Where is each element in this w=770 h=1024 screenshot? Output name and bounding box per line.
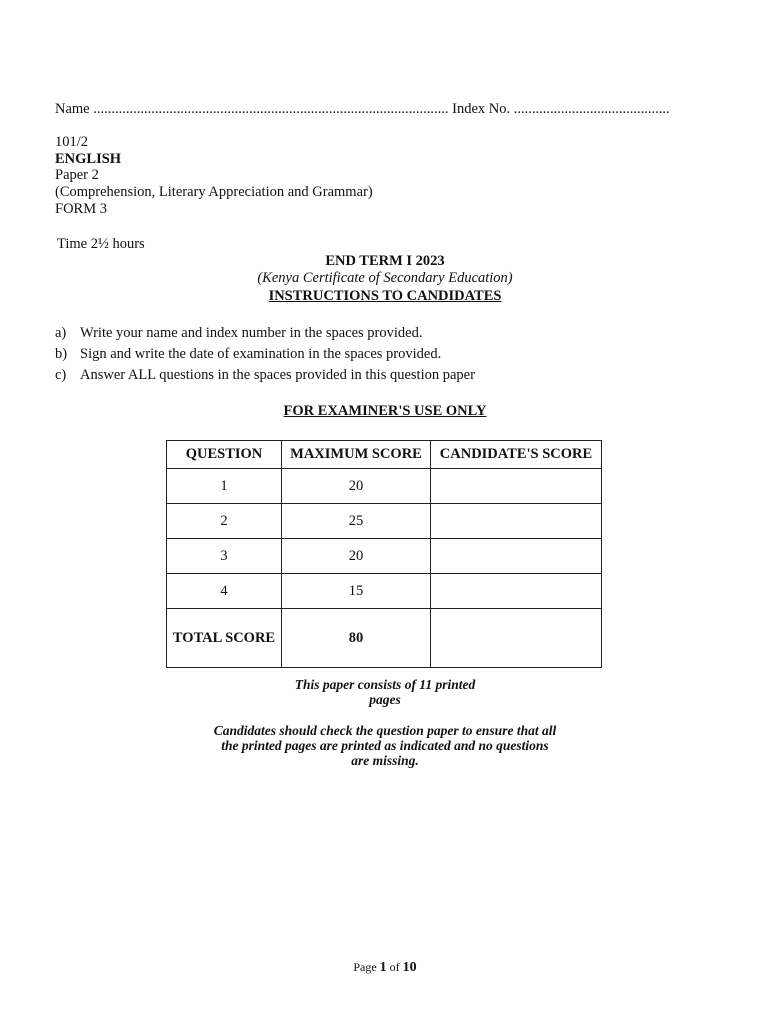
instruction-marker: a) bbox=[55, 325, 67, 341]
question-number: 1 bbox=[167, 469, 282, 504]
table-row bbox=[167, 539, 602, 574]
certificate-title: (Kenya Certificate of Secondary Education) bbox=[257, 270, 513, 286]
max-score: 20 bbox=[282, 469, 431, 504]
table-row bbox=[167, 469, 602, 504]
instructions-heading-text: INSTRUCTIONS TO CANDIDATES bbox=[268, 288, 502, 304]
paper-code: 101/2 bbox=[55, 134, 89, 150]
column-header-question: QUESTION bbox=[167, 441, 282, 469]
total-score-label: TOTAL SCORE bbox=[167, 609, 282, 668]
table-row bbox=[167, 574, 602, 609]
table-row bbox=[167, 504, 602, 539]
of-word: of bbox=[389, 960, 400, 974]
score-table-header-row bbox=[167, 441, 602, 469]
question-number: 2 bbox=[167, 504, 282, 539]
instruction-item bbox=[55, 325, 422, 342]
question-number: 3 bbox=[167, 539, 282, 574]
candidate-score-cell[interactable] bbox=[431, 574, 602, 609]
max-score: 20 bbox=[282, 539, 431, 574]
check-note-line-2: the printed pages are printed as indicated and no questions bbox=[221, 738, 549, 753]
page-footer bbox=[0, 960, 770, 976]
time-allowed: Time 2½ hours bbox=[57, 236, 145, 252]
exam-title: END TERM I 2023 bbox=[325, 253, 445, 269]
candidate-score-cell[interactable] bbox=[431, 469, 602, 504]
check-note-line-3: are missing. bbox=[351, 753, 419, 768]
page-word: Page bbox=[353, 960, 377, 974]
instructions-heading bbox=[0, 288, 770, 305]
column-header-candidate-score: CANDIDATE'S SCORE bbox=[431, 441, 602, 469]
examiner-heading bbox=[0, 403, 770, 420]
name-index-line: Name .................................................................................................. Index No. ........................................... bbox=[55, 101, 670, 117]
candidate-score-cell[interactable] bbox=[431, 504, 602, 539]
instruction-marker: b) bbox=[55, 346, 68, 362]
pages-note-line-1: This paper consists of 11 printed bbox=[294, 677, 476, 692]
paper-number: Paper 2 bbox=[55, 167, 99, 183]
instruction-text: Answer ALL questions in the spaces provided in this question paper bbox=[80, 367, 475, 383]
current-page-number: 1 bbox=[379, 960, 387, 975]
total-page-count: 10 bbox=[402, 960, 417, 975]
candidate-score-cell[interactable] bbox=[431, 539, 602, 574]
column-header-max-score: MAXIMUM SCORE bbox=[282, 441, 431, 469]
instruction-marker: c) bbox=[55, 367, 67, 383]
total-max-score: 80 bbox=[282, 609, 431, 668]
subject-title: ENGLISH bbox=[55, 151, 122, 167]
form-level: FORM 3 bbox=[55, 201, 107, 217]
max-score: 15 bbox=[282, 574, 431, 609]
examiner-heading-text: FOR EXAMINER'S USE ONLY bbox=[283, 403, 487, 419]
total-row bbox=[167, 609, 602, 668]
question-number: 4 bbox=[167, 574, 282, 609]
instruction-item bbox=[55, 346, 441, 363]
score-table bbox=[166, 440, 602, 668]
instruction-text: Write your name and index number in the spaces provided. bbox=[80, 325, 423, 341]
check-note-line-1: Candidates should check the question paper to ensure that all bbox=[213, 723, 557, 738]
total-candidate-score-cell[interactable] bbox=[431, 609, 602, 668]
max-score: 25 bbox=[282, 504, 431, 539]
instruction-item bbox=[55, 367, 475, 384]
paper-description: (Comprehension, Literary Appreciation and Grammar) bbox=[55, 184, 373, 200]
pages-note-line-2: pages bbox=[369, 692, 401, 707]
instruction-text: Sign and write the date of examination in the spaces provided. bbox=[80, 346, 442, 362]
